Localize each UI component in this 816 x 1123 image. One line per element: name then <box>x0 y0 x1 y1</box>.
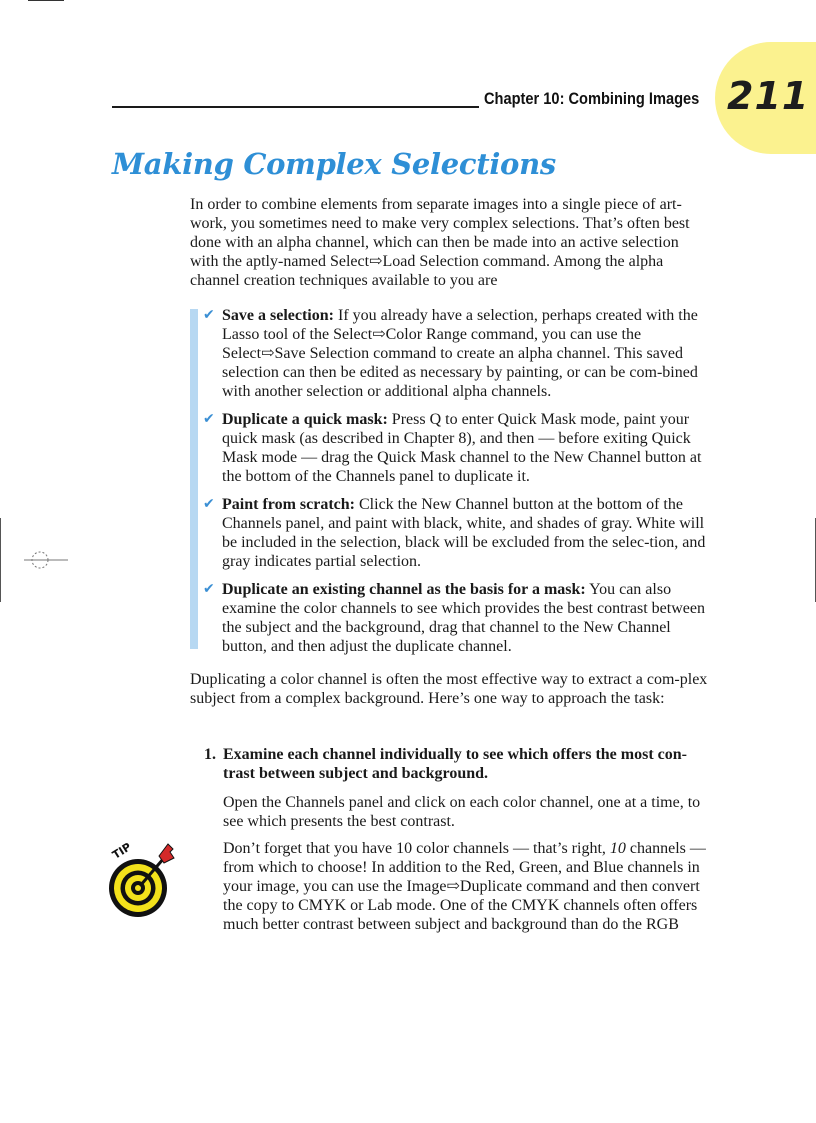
list-item <box>203 580 708 656</box>
chapter-title: Chapter 10: Combining Images <box>484 89 700 108</box>
step-title: Examine each channel individually to see which offers the most con-trast between subject and background. <box>223 746 687 782</box>
registration-mark-icon <box>24 548 68 572</box>
list-item-lead: Paint from scratch: <box>222 496 355 513</box>
header-rule <box>112 106 479 108</box>
page-number: 211 <box>727 74 810 118</box>
tip-emphasis: 10 <box>609 840 626 857</box>
checkmark-icon: ✔ <box>203 581 215 597</box>
tip-text-after: channels — from which to choose! In addition to the Red, Green, and Blue channels in your image, you can use the Image⇨Duplicate command and then convert the copy to CMYK or Lab mode. One of the CMYK channels often offers much better contrast between subject and background than do the RGB <box>223 840 706 933</box>
list-item-text: Press Q to enter Quick Mask mode, paint your quick mask (as described in Chapter 8), and then — before exiting Quick Mask mode — drag the Quick Mask channel to the New Channel button at the bottom of the Channels panel to duplicate it. <box>222 411 702 485</box>
crop-mark-top <box>28 0 64 1</box>
tip-label: TIP <box>110 840 134 862</box>
crop-mark-left <box>0 518 1 602</box>
list-item <box>203 306 708 401</box>
checkmark-icon: ✔ <box>203 496 215 512</box>
intro-paragraph: In order to combine elements from separate images into a single piece of art-work, you sometimes need to make very complex selections. That’s often best done with an alpha channel, which can then be made into an active selection with the aptly-named Select⇨Load Selection command. Among the alpha channel creation techniques available to you are <box>190 196 690 289</box>
step-number: 1. <box>204 746 216 763</box>
checkmark-icon: ✔ <box>203 307 215 323</box>
tip-text-before: Don’t forget that you have 10 color channels — that’s right, <box>223 840 610 857</box>
body-paragraph: Duplicating a color channel is often the most effective way to extract a com-plex subject from a complex background. Here’s one way to approach the task: <box>190 671 708 707</box>
list-item-lead: Duplicate an existing channel as the basis for a mask: <box>222 581 586 598</box>
list-item-text: Click the New Channel button at the bottom of the Channels panel, and paint with black, white, and shades of gray. White will be included in the selection, black will be excluded from the selec-tion, and gray indicates partial selection. <box>222 496 706 570</box>
list-item-lead: Duplicate a quick mask: <box>222 411 388 428</box>
step-1 <box>204 745 709 783</box>
checkmark-icon: ✔ <box>203 411 215 427</box>
section-title: Making Complex Selections <box>112 147 556 181</box>
list-item <box>203 410 708 486</box>
list-item <box>203 495 708 571</box>
bullet-list-bar <box>190 309 198 649</box>
list-item-text: You can also examine the color channels to see which provides the best contrast between the subject and the background, drag that channel to the New Channel button, and then adjust the duplicate channel. <box>222 581 705 655</box>
tip-paragraph <box>223 839 709 934</box>
list-item-lead: Save a selection: <box>222 307 334 324</box>
step-detail: Open the Channels panel and click on each color channel, one at a time, to see which presents the best contrast. <box>223 794 701 830</box>
tip-target-icon <box>104 836 180 926</box>
list-item-text: If you already have a selection, perhaps created with the Lasso tool of the Select⇨Color Range command, you can use the Select⇨Save Selection command to create an alpha channel. This saved selection can then be edited as necessary by painting, or can be com-bined with another selection or additional alpha channels. <box>222 307 698 400</box>
bullet-list <box>203 306 708 656</box>
